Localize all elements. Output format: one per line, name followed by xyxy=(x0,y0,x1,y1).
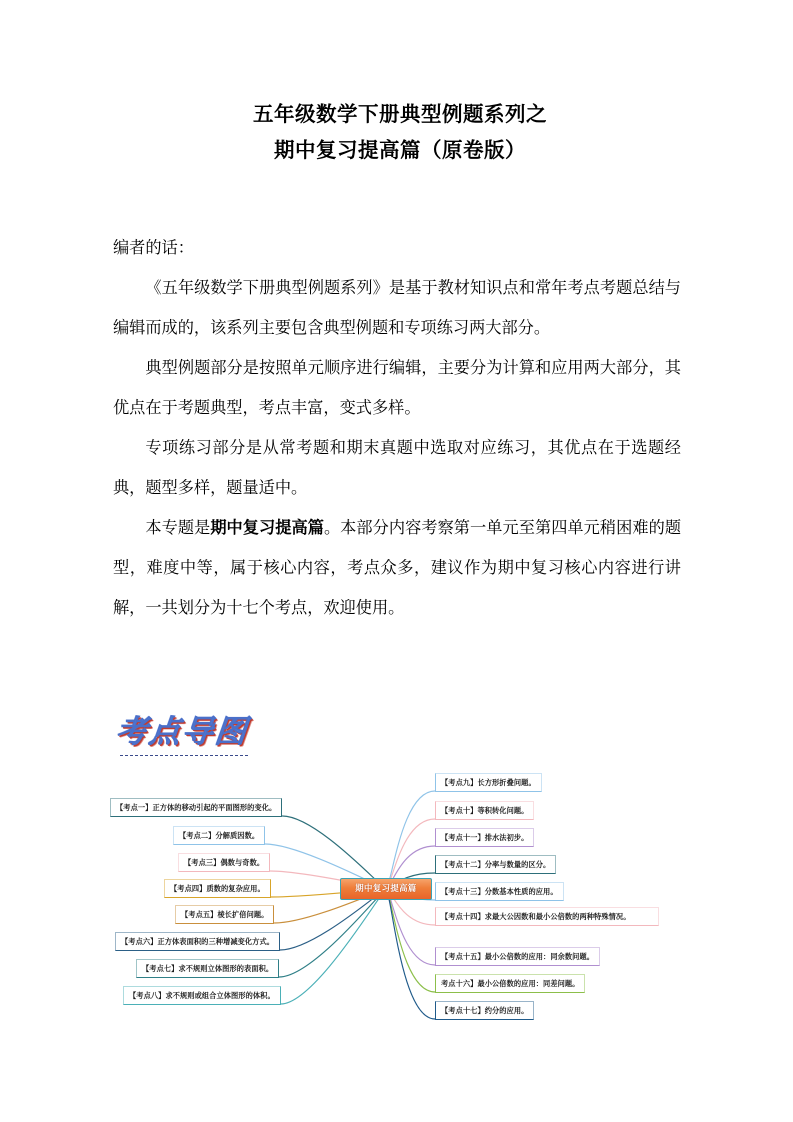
section-heading-text: 考点导图 xyxy=(114,714,250,750)
paragraph-series-intro: 《五年级数学下册典型例题系列》是基于教材知识点和常年考点考题总结与编辑而成的，该系列主要包含典型例题和专项练习两大部分。 xyxy=(113,278,681,337)
mindmap-node-right-15[interactable] xyxy=(435,947,600,966)
section-heading-wordart xyxy=(114,712,334,768)
mindmap-node-left-1[interactable] xyxy=(110,798,282,817)
mindmap-node-label: 【考点十四】求最大公因数和最小公倍数的两种特殊情况。 xyxy=(441,912,631,921)
topic-bold-title: 期中复习提高篇 xyxy=(210,518,324,537)
mindmap-node-left-4[interactable] xyxy=(164,879,271,898)
paragraph-practice-part: 专项练习部分是从常考题和期末真题中选取对应练习，其优点在于选题经典，题型多样，题量适中。 xyxy=(113,438,681,497)
mindmap-center-node[interactable] xyxy=(340,878,432,900)
mindmap-node-right-9[interactable] xyxy=(435,773,542,792)
mindmap-node-label: 考点十六】最小公倍数的应用：同差问题。 xyxy=(441,979,580,988)
mindmap-node-left-5[interactable] xyxy=(175,905,274,924)
mindmap-node-label: 【考点十五】最小公倍数的应用：同余数问题。 xyxy=(441,952,595,961)
paragraph-examples-part: 典型例题部分是按照单元顺序进行编辑，主要分为计算和应用两大部分，其优点在于考题典型，考点丰富，变式多样。 xyxy=(113,358,681,417)
mindmap-node-label: 【考点十一】排水法初步。 xyxy=(441,833,529,842)
mindmap-node-right-17[interactable] xyxy=(435,1001,534,1020)
mindmap-node-right-11[interactable] xyxy=(435,828,534,847)
paragraph-topic-summary xyxy=(113,508,681,628)
mindmap-node-right-16[interactable] xyxy=(435,974,585,993)
mindmap-node-label: 【考点九】长方形折叠问题。 xyxy=(441,778,536,787)
topic-prefix: 本专题是 xyxy=(145,518,211,537)
mindmap-center-label: 期中复习提高篇 xyxy=(355,883,417,893)
mindmap-node-label: 【考点五】棱长扩倍问题。 xyxy=(181,910,269,919)
mindmap-node-label: 【考点八】求不规则或组合立体图形的体积。 xyxy=(129,991,275,1000)
mindmap-node-label: 【考点十七】约分的应用。 xyxy=(441,1006,529,1015)
mindmap-node-label: 【考点一】正方体的移动引起的平面图形的变化。 xyxy=(116,803,277,812)
page-title xyxy=(100,96,700,168)
mindmap-node-right-13[interactable] xyxy=(435,882,564,901)
mindmap xyxy=(110,765,695,1020)
mindmap-node-label: 【考点四】质数的复杂应用。 xyxy=(170,884,265,893)
mindmap-node-label: 【考点七】求不规则立体图形的表面积。 xyxy=(142,964,274,973)
mindmap-node-left-7[interactable] xyxy=(136,959,279,978)
mindmap-node-right-10[interactable] xyxy=(435,801,534,820)
topic-suffix: 。本部分内容考察第一单元至第四单元稍困难的题型，难度中等，属于核心内容，考点众多，建议作为期中复习核心内容进行讲解，一共划分为十七个考点，欢迎使用。 xyxy=(113,518,682,617)
mindmap-node-left-3[interactable] xyxy=(178,853,270,872)
section-heading-underline xyxy=(120,755,248,756)
paragraph-editor-note: 编者的话： xyxy=(113,238,194,257)
mindmap-node-label: 【考点十】等积转化问题。 xyxy=(441,806,529,815)
title-line-1: 五年级数学下册典型例题系列之 xyxy=(253,102,547,126)
mindmap-node-left-6[interactable] xyxy=(115,932,280,951)
mindmap-node-label: 【考点十三】分数基本性质的应用。 xyxy=(441,887,558,896)
mindmap-node-left-2[interactable] xyxy=(173,826,265,845)
mindmap-node-right-14[interactable] xyxy=(435,907,659,926)
title-line-2: 期中复习提高篇（原卷版） xyxy=(274,138,526,162)
body-text xyxy=(113,228,681,628)
mindmap-node-label: 【考点十二】分率与数量的区分。 xyxy=(441,860,551,869)
mindmap-node-label: 【考点六】正方体表面积的三种增减变化方式。 xyxy=(121,937,275,946)
mindmap-node-right-12[interactable] xyxy=(435,855,556,874)
mindmap-node-label: 【考点二】分解质因数。 xyxy=(179,831,260,840)
mindmap-node-left-8[interactable] xyxy=(123,986,281,1005)
mindmap-node-label: 【考点三】偶数与奇数。 xyxy=(184,858,265,867)
